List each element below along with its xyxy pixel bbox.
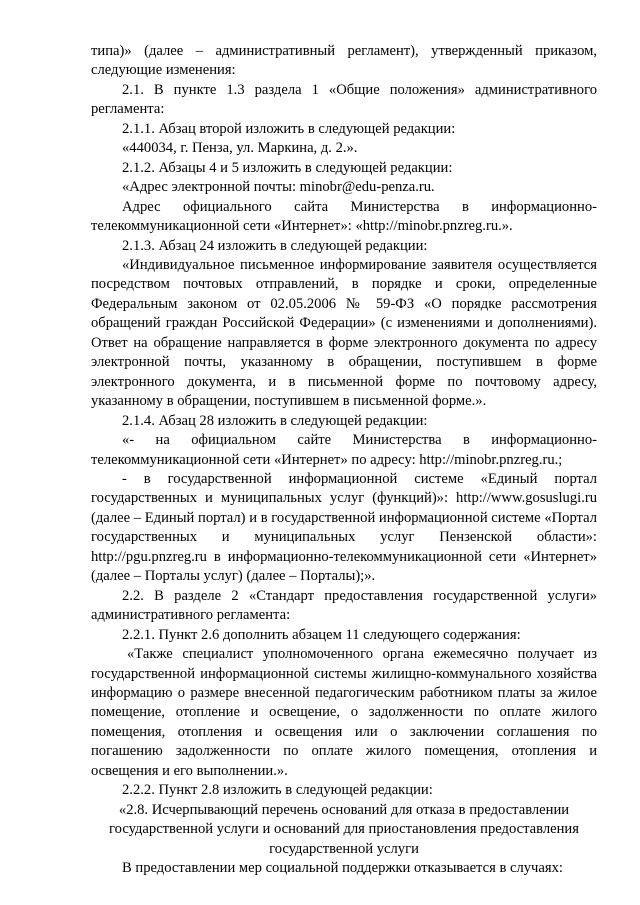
paragraph-specialist: «Также специалист уполномоченного органа ежемесячно получает из государственной информационной системы жилищно-коммунального хозяйства информацию о размере внесенной педагогическим работником платы за жилое помещение, отопление и освещение, о задолженности по оплате жилого помещения, отопления и освещения или о заключении соглашения по погашению задолженности по оплате жилого помещения, отопления и освещения и его выполнении.». xyxy=(91,646,597,779)
paragraph-address: «440034, г. Пенза, ул. Маркина, д. 2.». xyxy=(122,140,358,157)
paragraph-2-2: 2.2. В разделе 2 «Стандарт предоставления государственной услуги» административного регламента: xyxy=(91,587,597,624)
paragraph-refusal: В предоставлении мер социальной поддержки отказывается в случаях: xyxy=(122,860,563,877)
paragraph-2-2-1: 2.2.1. Пункт 2.6 дополнить абзацем 11 следующего содержания: xyxy=(122,626,521,643)
paragraph-continuation: типа)» (далее – административный регламент), утвержденный приказом, следующие изменения: xyxy=(91,43,597,79)
document-page xyxy=(91,42,597,878)
paragraph-website: Адрес официального сайта Министерства в информационно-телекоммуникационной сети «Интернет»: «http://minobr.pnzreg.ru.». xyxy=(91,198,597,235)
paragraph-2-2-2: 2.2.2. Пункт 2.8 изложить в следующей редакции: xyxy=(122,782,433,799)
paragraph-portals: - в государственной информационной системе «Единый портал государственных и муниципальных услуг (функций)»: http://www.gosuslugi.ru (далее – Единый портал) и в государственной информационной системе «Портал государственных и муниципальных услуг Пензенской области»: http://pgu.pnzreg.ru в информационно-телекоммуникационной сети «Интернет» (далее – Порталы услуг) (далее – Порталы);». xyxy=(91,470,597,585)
section-heading-2-8: «2.8. Исчерпывающий перечень оснований для отказа в предоставлении государственной услуги и оснований для приостановления предоставления государственной услуги xyxy=(109,801,579,857)
paragraph-2-1-1: 2.1.1. Абзац второй изложить в следующей редакции: xyxy=(122,120,456,137)
paragraph-official-site: «- на официальном сайте Министерства в информационно-телекоммуникационной сети «Интернет» по адресу: http://minobr.pnzreg.ru.; xyxy=(91,432,597,468)
paragraph-written-info: «Индивидуальное письменное информирование заявителя осуществляется посредством почтовых отправлений, в порядке и сроки, определенные Федеральным законом от 02.05.2006 № 59-ФЗ «О порядке рассмотрения обращений граждан Российской Федерации» (с изменениями и дополнениями). Ответ на обращение направляется в форме электронного документа по адресу электронной почты, указанному в обращении, поступившем в форме электронного документа, и в письменной форме по почтовому адресу, указанному в обращении, поступившем в письменной форме.». xyxy=(91,256,597,410)
paragraph-2-1-4: 2.1.4. Абзац 28 изложить в следующей редакции: xyxy=(122,412,428,429)
paragraph-2-1-3: 2.1.3. Абзац 24 изложить в следующей редакции: xyxy=(122,237,428,254)
paragraph-email: «Адрес электронной почты: minobr@edu-penza.ru. xyxy=(122,179,435,196)
paragraph-2-1: 2.1. В пункте 1.3 раздела 1 «Общие положения» административного регламента: xyxy=(91,81,597,118)
paragraph-2-1-2: 2.1.2. Абзацы 4 и 5 изложить в следующей редакции: xyxy=(122,159,453,176)
